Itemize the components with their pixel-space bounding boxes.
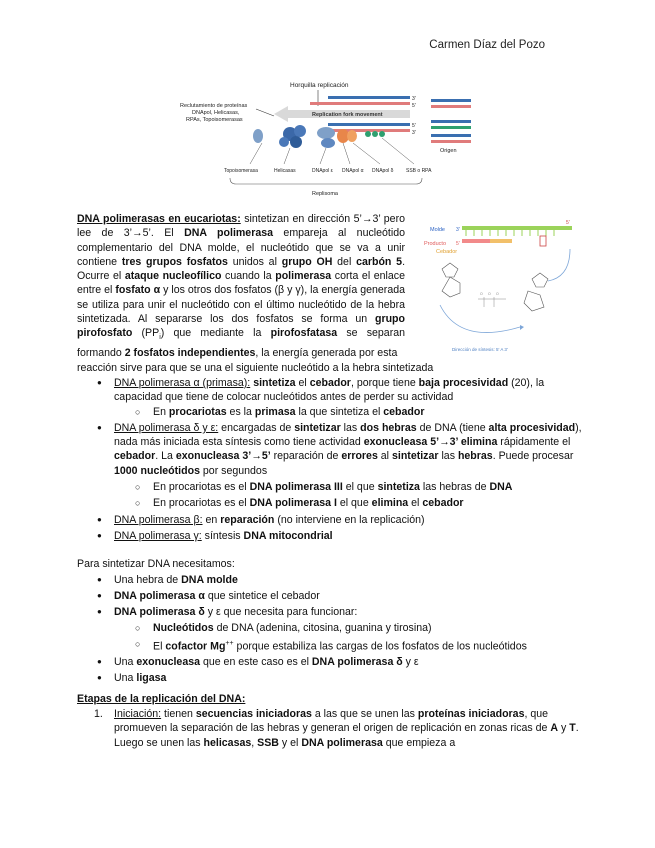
molde-label: Molde [430,227,445,233]
topoisomerase-label: Topoisomerasa [224,168,258,174]
list-item-pol-delta: ● DNA polimerasa δ y ε: encargadas de sintetizar las dos hebras de DNA (tiene alta procesividad), nada más iniciada esta síntesis como tiene actividad exonucleasa 5’→3’ elimina rápidamente el cebador. La exonucleasa 3’→5’ reparación de errores al sintetizar las hebras. Puede procesar 1000 nucleótidos por segundos [77,421,582,478]
end-3-c: 3' [456,227,460,233]
list-item-pol-alpha: ● DNA polimerasa α (primasa): sintetiza el cebador, porque tiene baja procesividad (20), la capacidad que tiene de colocar nucleótidos antes de perder su actividad [77,376,582,405]
intro-paragraph: DNA polimerasas en eucariotas: sintetizan en dirección 5’→3’ pero lee de 3’→5’. El DNA polimerasa empareja al nucleótido complementario del DNA molde, el nucleótido que se va a unir contiene tres grupos fosfatos unidos al grupo OH del carbón 5. Ocurre el ataque nucleofílico cuando la polimerasa corta el enlace entre el fosfato α y los otros dos fosfatos (β y γ), la energía generada se utiliza para unir el nucleótido con el último nucleótido de la hebra sintetizada. Al separarse los dos fosfatos se forma un grupo pirofosfato $(PP_i)$ que mediante la pirofosfatasa se separan formando 2 fosfatos independientes, la energía generada por esta [77,213,406,359]
list-subitem-primasa: ○ En procariotas es la primasa la que sintetiza el cebador [77,405,582,419]
needs-intro: Para sintetizar DNA necesitamos: [77,558,235,570]
need-template: ● Una hebra de DNA molde [77,573,582,587]
intro-title: DNA polimerasas en eucariotas: [77,213,241,225]
need-pol-alpha: ● DNA polimerasa α que sintetice el cebador [77,589,582,603]
upper-strand-red [310,102,410,105]
list-subitem-pol-iii: ○ En procariotas es el DNA polimerasa III el que sintetiza las hebras de DNA [77,480,582,494]
producto-label: Producto [424,241,447,247]
cebador-label: Cebador [436,249,458,255]
polymerase-list [77,376,582,543]
needs-list [77,573,582,685]
svg-text:O: O [488,292,491,296]
end-3-a: 3' [412,96,416,102]
dnapol-delta-label: DNApol δ [372,168,394,174]
end-5-d: 5' [456,241,460,247]
list-item-pol-beta: ● DNA polimerasa β: en reparación (no interviene en la replicación) [77,513,582,527]
need-ligase: ● Una ligasa [77,671,582,685]
replisome-label: Replisoma [312,191,338,197]
replication-fork-figure [178,76,478,201]
recruit-label-3: RPAs, Topoisomerasas [186,117,243,123]
end-5-a: 5' [412,103,416,109]
svg-text:O: O [496,292,499,296]
fork-label: Horquilla replicación [290,82,349,89]
end-5-b: 5' [412,123,416,129]
need-nucleotides: ○ Nucleótidos de DNA (adenina, citosina, guanina y tirosina) [77,621,582,635]
need-cofactor: ○ El cofactor Mg++ porque estabiliza las cargas de los fosfatos de los nucleótidos [77,637,582,654]
end-5-c: 5' [566,220,570,226]
fork-movement-label: Replication fork movement [312,112,383,118]
need-pol-delta: ● DNA polimerasa δ y ε que necesita para funcionar: [77,605,582,619]
list-subitem-pol-i: ○ En procariotas es el DNA polimerasa I el que elimina el cebador [77,496,582,510]
origin-label: Origen [440,148,457,154]
recruit-label-2: DNApol, Helicasas, [192,110,240,116]
recruit-label-1: Reclutamiento de proteínas [180,103,248,109]
author-name: Carmen Díaz del Pozo [429,39,545,51]
stages-title: Etapas de la replicación del DNA: [77,693,246,705]
upper-strand-blue [328,96,410,99]
dnapol-epsilon-label: DNApol ε [312,168,333,174]
stage-initiation: 1. Iniciación: tienen secuencias iniciadoras a las que se unen las proteínas iniciadoras, que promueven la separación de las hebras y generan el origen de replicación en zonas ricas de A y T. Luego se unen las helicasas, SSB y el DNA polimerasa que empieza a [94,708,579,749]
end-3-b: 3' [412,130,416,136]
svg-text:O: O [480,292,483,296]
ssb-rpa-label: SSB o RPA [406,168,432,174]
dnapol-alpha-label: DNApol α [342,168,364,174]
synthesis-direction-label: Dirección de síntesis: 5' A 3' [452,347,508,352]
stages-list [77,707,582,750]
need-exonuclease: ● Una exonucleasa que en este caso es el DNA polimerasa δ y ε [77,655,582,669]
helicase-label: Helicasas [274,168,296,174]
list-item-pol-gamma: ● DNA polimerasa γ: síntesis DNA mitocondrial [77,529,582,543]
intro-last-line: reacción sirve para que se una el siguiente nucleótido a la hebra sintetizada [77,362,434,374]
nucleotide-addition-figure [420,217,580,357]
